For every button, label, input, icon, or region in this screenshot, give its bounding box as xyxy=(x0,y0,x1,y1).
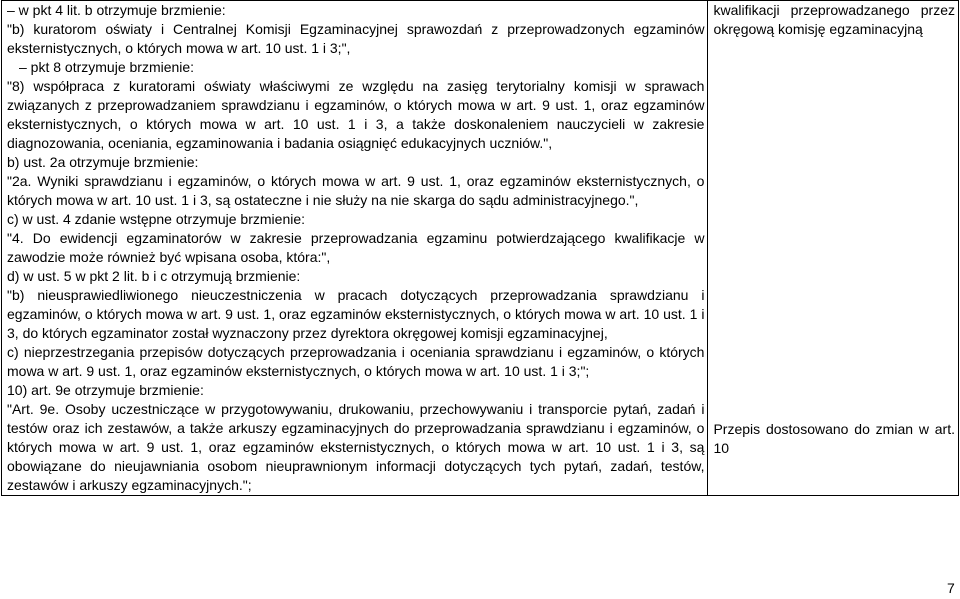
paragraph: c) w ust. 4 zdanie wstępne otrzymuje brzmienie: xyxy=(7,211,306,227)
paragraph: d) w ust. 5 w pkt 2 lit. b i c otrzymują brzmienie: xyxy=(7,268,301,284)
document-table xyxy=(1,0,959,496)
table-row xyxy=(2,1,959,496)
paragraph: "b) kuratorom oświaty i Centralnej Komisji Egzaminacyjnej sprawozdań z przeprowadzonych egzaminów eksternistycznych, o których mowa w art. 10 ust. 1 i 3;", xyxy=(7,21,705,56)
paragraph: "Art. 9e. Osoby uczestniczące w przygotowywaniu, drukowaniu, przechowywaniu i transporcie pytań, zadań i testów oraz ich zestawów, a także arkuszy egzaminacyjnych do przeprowadzania sprawdzianu i egzaminów, o których mowa w art. 9 ust. 1, oraz egzaminów eksternistycznych, o których mowa w art. 10 ust. 1 i 3, są obowiązane do nieujawniania osobom nieuprawnionym informacji dotyczących tych pytań, zadań, testów, zestawów i arkuszy egzaminacyjnych."; xyxy=(7,401,705,493)
paragraph: "b) nieusprawiedliwionego nieuczestniczenia w pracach dotyczących przeprowadzania sprawdzianu i egzaminów, o których mowa w art. 9 ust. 1, oraz egzaminów eksternistycznych, o których mowa w art. 10 ust. 1 i 3, do których egzaminator został wyznaczony przez dyrektora okręgowej komisji egzaminacyjnej, xyxy=(7,287,705,341)
main-text-cell xyxy=(2,1,708,496)
note-spacer xyxy=(713,39,955,420)
note: kwalifikacji przeprowadzanego przez okręgową komisję egzaminacyjną xyxy=(713,2,955,37)
paragraph: "8) współpraca z kuratorami oświaty właściwymi ze względu na zasięg terytorialny komisji w sprawach związanych z przeprowadzaniem sprawdzianu i egzaminów, o których mowa w art. 9 ust. 1, oraz egzaminów eksternistycznych, o których mowa w art. 10 ust. 1 i 3, a także doskonaleniem nauczycieli w zakresie diagnozowania, oceniania, egzaminowania i badania osiągnięć edukacyjnych uczniów.", xyxy=(7,78,705,151)
paragraph: 10) art. 9e otrzymuje brzmienie: xyxy=(7,382,204,398)
page-number: 7 xyxy=(947,580,955,596)
paragraph: – w pkt 4 lit. b otrzymuje brzmienie: xyxy=(7,2,226,18)
paragraph: – pkt 8 otrzymuje brzmienie: xyxy=(19,59,195,75)
paragraph: "4. Do ewidencji egzaminatorów w zakresie przeprowadzania egzaminu potwierdzającego kwalifikacje w zawodzie może również być wpisana osoba, która:", xyxy=(7,230,705,265)
paragraph: "2a. Wyniki sprawdzianu i egzaminów, o których mowa w art. 9 ust. 1, oraz egzaminów eksternistycznych, o których mowa w art. 10 ust. 1 i 3, są ostateczne i nie służy na nie skarga do sądu administracyjnego.", xyxy=(7,173,705,208)
note: Przepis dostosowano do zmian w art. 10 xyxy=(713,421,955,456)
paragraph: b) ust. 2a otrzymuje brzmienie: xyxy=(7,154,199,170)
paragraph: c) nieprzestrzegania przepisów dotyczących przeprowadzania i oceniania sprawdzianu i egzaminów, o których mowa w art. 9 ust. 1, oraz egzaminów eksternistycznych, o których mowa w art. 10 ust. 1 i 3;"; xyxy=(7,344,705,379)
notes-cell xyxy=(708,1,959,496)
